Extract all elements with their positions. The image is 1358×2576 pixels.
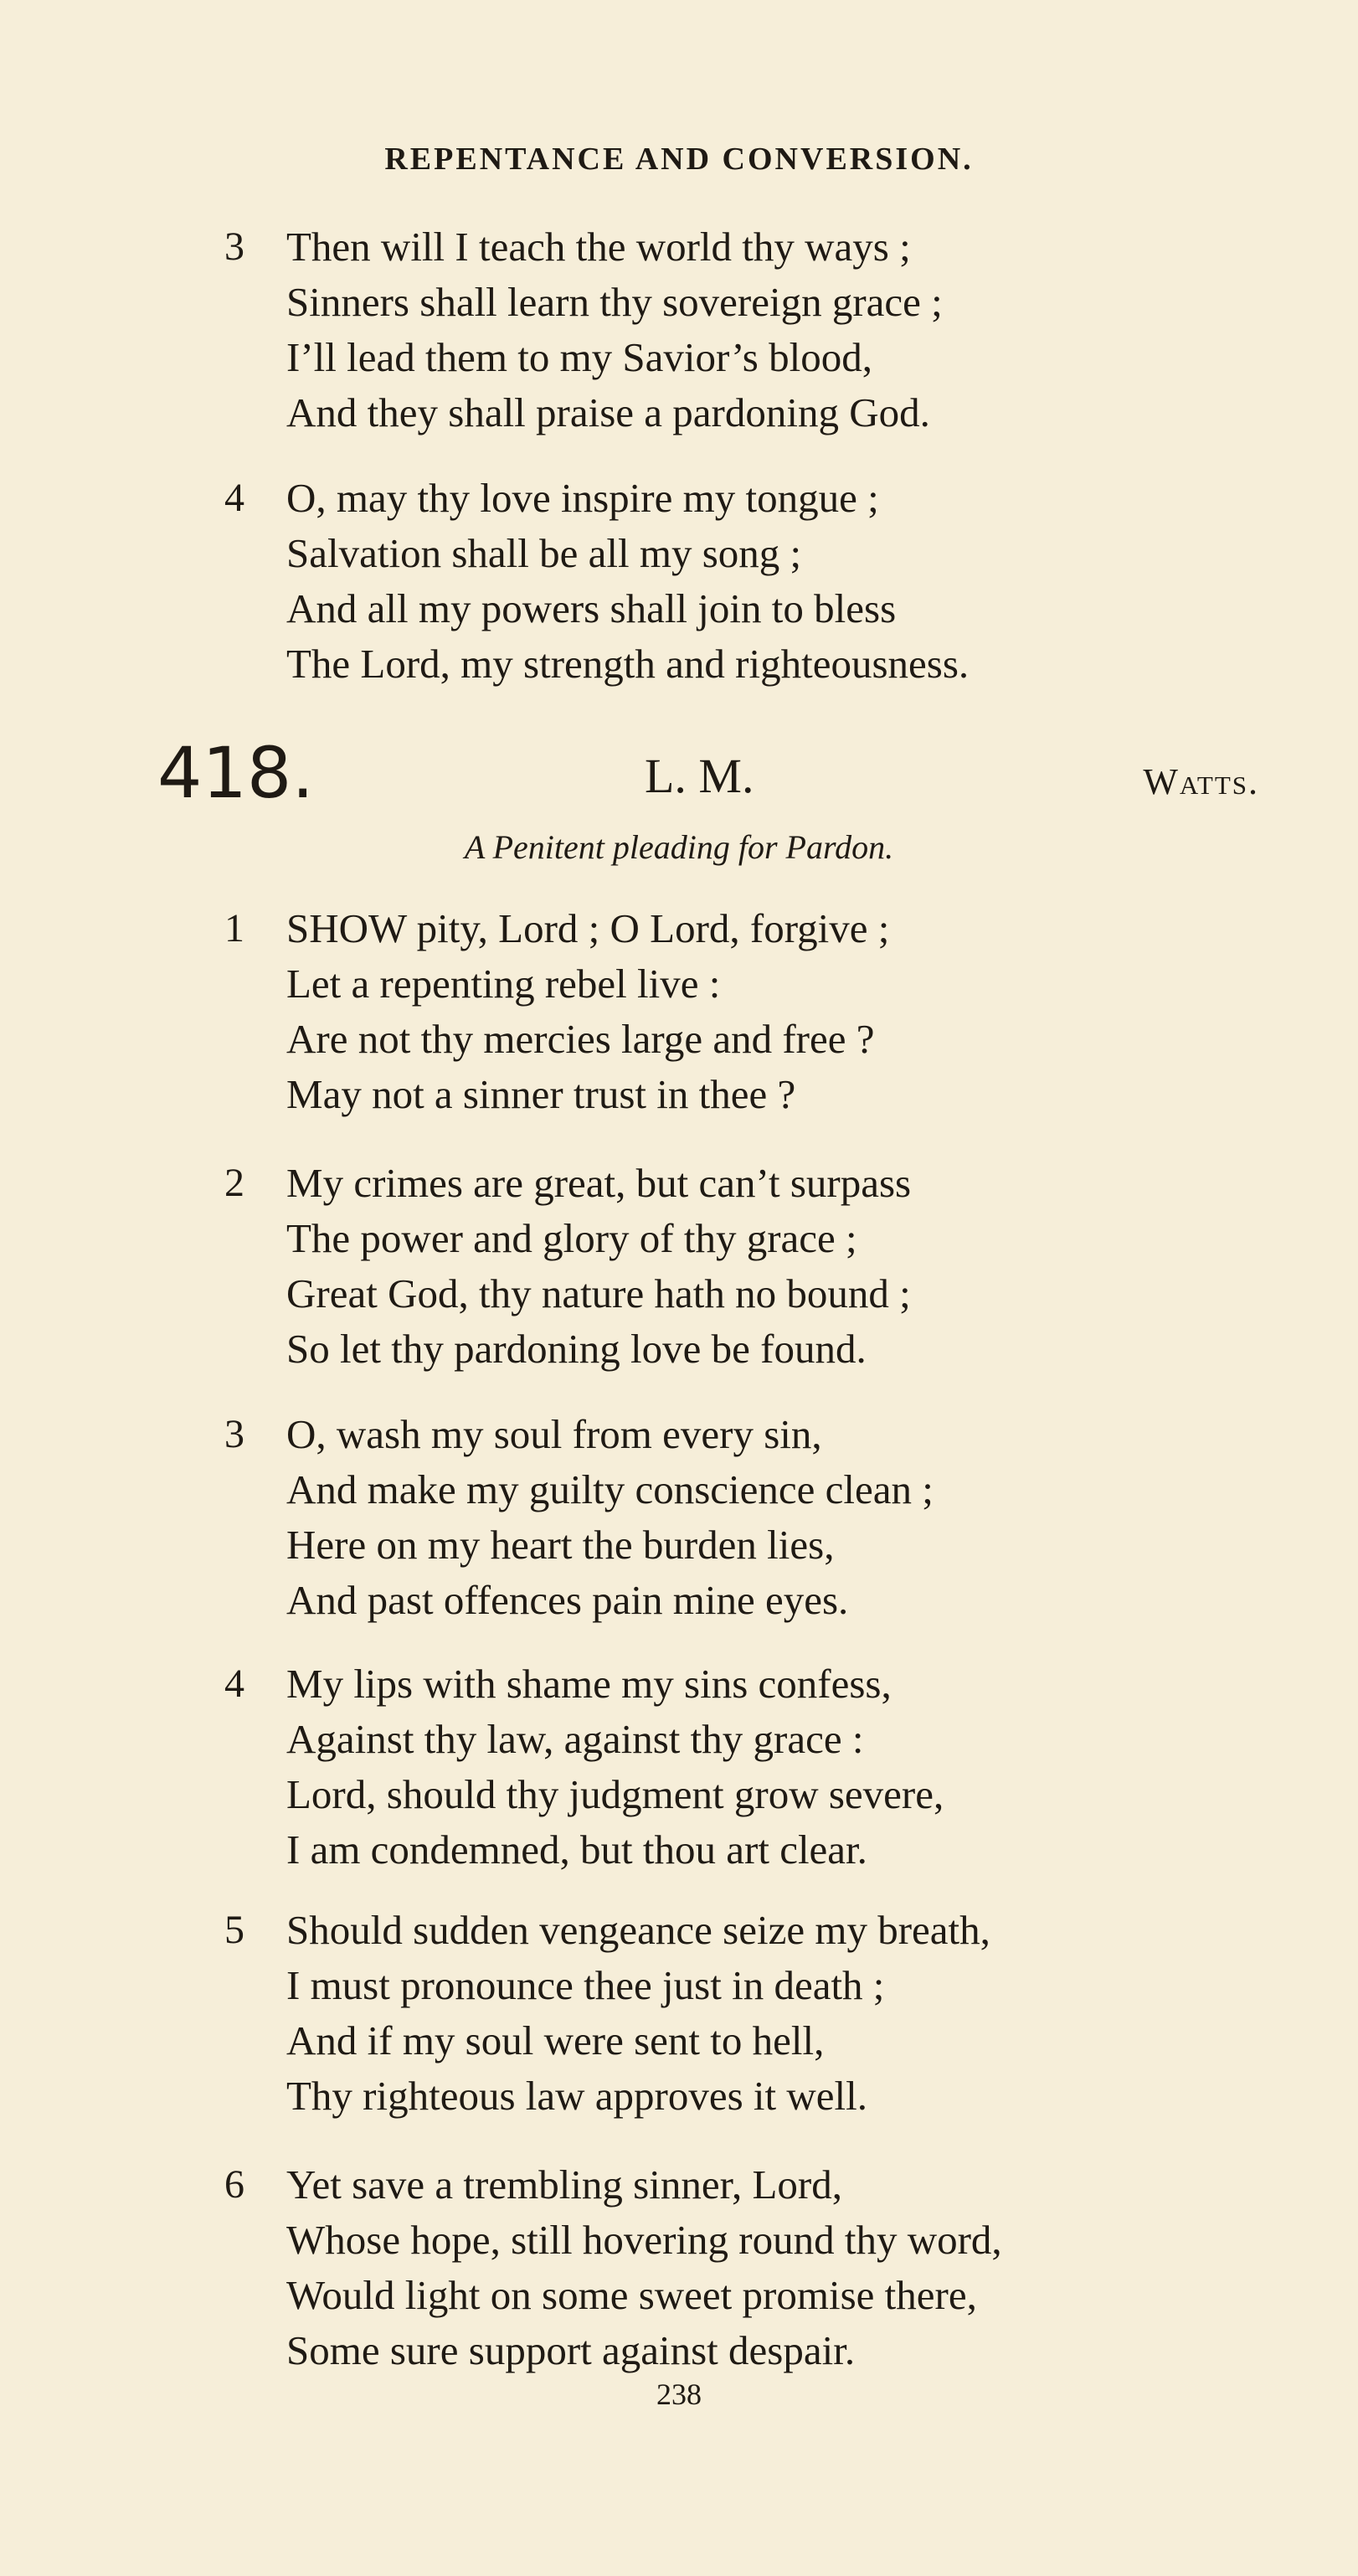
- verse-line: And if my soul were sent to hell,: [286, 2017, 825, 2063]
- verse-line: And make my guilty conscience clean ;: [286, 1466, 934, 1512]
- stanza-number: 2: [224, 1161, 244, 1205]
- verse-line: Some sure support against despair.: [286, 2327, 856, 2373]
- verse-line: And past offences pain mine eyes.: [286, 1577, 849, 1623]
- stanza-3: [226, 1407, 934, 1628]
- verse-line: My crimes are great, but can’t surpass: [286, 1160, 912, 1206]
- verse-line: Salvation shall be all my song ;: [286, 530, 802, 576]
- verse-line: May not a sinner trust in thee ?: [286, 1071, 796, 1117]
- verse-line: SHOW pity, Lord ; O Lord, forgive ;: [286, 905, 890, 951]
- stanza-number: 1: [224, 906, 244, 951]
- hymn-author: Watts.: [1143, 761, 1259, 802]
- hymn-number: 418.: [157, 732, 315, 814]
- verse-line: And they shall praise a pardoning God.: [286, 389, 930, 435]
- verse-line: Great God, thy nature hath no bound ;: [286, 1270, 911, 1316]
- stanza-2: [226, 1156, 911, 1377]
- verse-line: Should sudden vengeance seize my breath,: [286, 1907, 990, 1953]
- verse-line: My lips with shame my sins confess,: [286, 1661, 892, 1707]
- verse-line: Thy righteous law approves it well.: [286, 2073, 868, 2119]
- verse-line: I must pronounce thee just in death ;: [286, 1962, 885, 2008]
- stanza-4: [226, 1656, 944, 1878]
- verse-line: Yet save a trembling sinner, Lord,: [286, 2161, 842, 2208]
- verse-line: I’ll lead them to my Savior’s blood,: [286, 334, 872, 380]
- stanza-number: 4: [224, 1662, 244, 1706]
- verse-line: Here on my heart the burden lies,: [286, 1522, 835, 1568]
- prev-stanza-3: [226, 219, 943, 440]
- stanza-6: [226, 2157, 1002, 2378]
- verse-line: I am condemned, but thou art clear.: [286, 1826, 867, 1873]
- verse-line: Lord, should thy judgment grow severe,: [286, 1771, 944, 1817]
- stanza-5: [226, 1903, 990, 2124]
- verse-line: Would light on some sweet promise there,: [286, 2272, 977, 2318]
- page-number: 238: [656, 2378, 702, 2411]
- stanza-number: 4: [224, 476, 244, 520]
- verse-line: Sinners shall learn thy sovereign grace ;: [286, 279, 943, 325]
- hymn-meter: L. M.: [645, 749, 754, 803]
- verse-line: Whose hope, still hovering round thy word,: [286, 2217, 1002, 2263]
- prev-stanza-4: [226, 471, 969, 692]
- stanza-number: 3: [224, 1412, 244, 1456]
- verse-line: So let thy pardoning love be found.: [286, 1326, 867, 1372]
- stanza-number: 6: [224, 2162, 244, 2207]
- verse-line: Then will I teach the world thy ways ;: [286, 224, 911, 270]
- hymn-heading: [0, 727, 1358, 819]
- verse-line: Against thy law, against thy grace :: [286, 1716, 864, 1762]
- stanza-1: [226, 901, 889, 1122]
- stanza-number: 5: [224, 1908, 244, 1952]
- verse-line: O, may thy love inspire my tongue ;: [286, 475, 879, 521]
- stanza-number: 3: [224, 224, 244, 269]
- verse-line: The power and glory of thy grace ;: [286, 1215, 857, 1261]
- verse-line: And all my powers shall join to bless: [286, 585, 897, 631]
- verse-line: O, wash my soul from every sin,: [286, 1411, 822, 1457]
- running-head: REPENTANCE AND CONVERSION.: [384, 142, 974, 177]
- hymn-subtitle: A Penitent pleading for Pardon.: [464, 828, 894, 866]
- verse-line: The Lord, my strength and righteousness.: [286, 641, 970, 687]
- verse-line: Are not thy mercies large and free ?: [286, 1016, 875, 1062]
- verse-line: Let a repenting rebel live :: [286, 961, 721, 1007]
